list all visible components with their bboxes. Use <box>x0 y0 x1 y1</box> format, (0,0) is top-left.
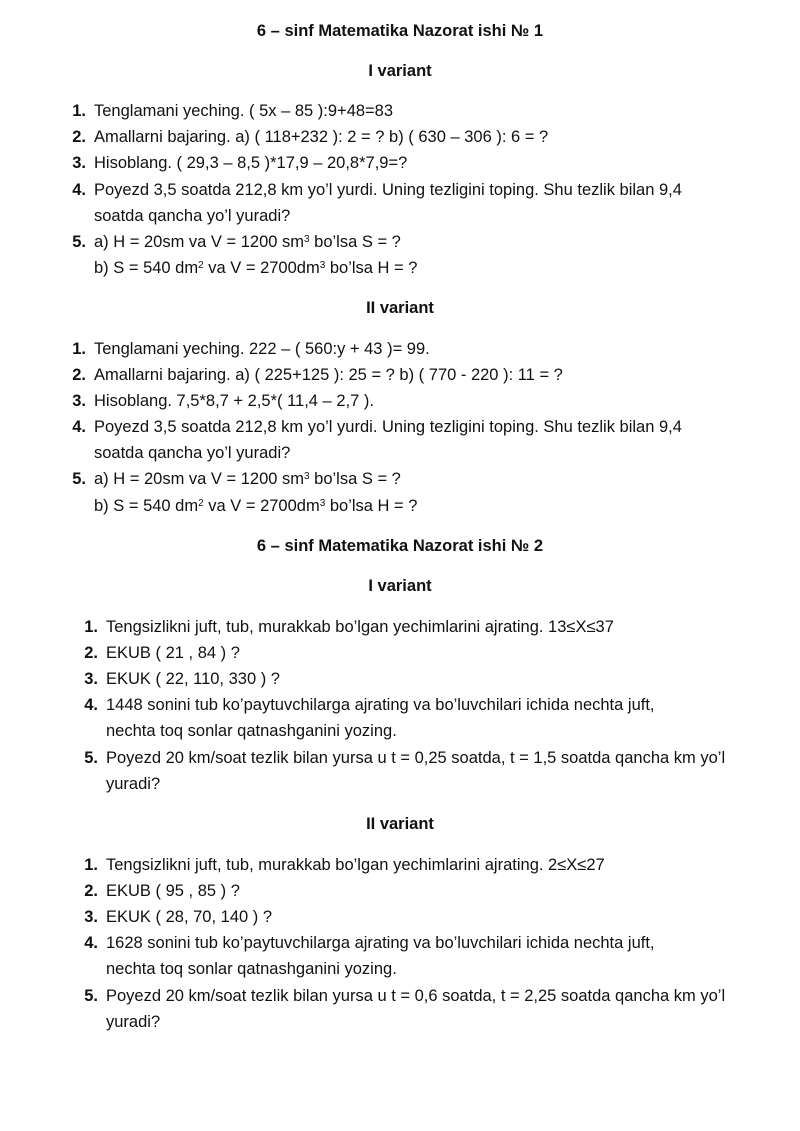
question-text: Tenglamani yeching. ( 5x – 85 ):9+48=83 <box>94 102 394 120</box>
item-number: 1. <box>72 340 86 358</box>
test1-variant1-title: I variant <box>368 62 432 80</box>
item-number: 2. <box>84 644 98 662</box>
item-number: 1. <box>84 618 98 636</box>
question-text: Tenglamani yeching. 222 – ( 560:y + 43 )= 99. <box>94 340 430 358</box>
text-part: va V = 2700dm <box>203 259 320 277</box>
item-number: 1. <box>72 102 86 120</box>
question-text: Hisoblang. ( 29,3 – 8,5 )*17,9 – 20,8*7,9=? <box>94 154 408 172</box>
question-text: Poyezd 3,5 soatda 212,8 km yo’l yurdi. Uning tezligini toping. Shu tezlik bilan 9,4 <box>94 418 682 436</box>
test2-title: 6 – sinf Matematika Nazorat ishi № 2 <box>256 537 544 555</box>
question-text: Tengsizlikni juft, tub, murakkab bo’lgan yechimlarini ajrating. 2≤X≤27 <box>106 856 605 874</box>
text-part: bo’lsa H = ? <box>325 497 418 515</box>
question-text: nechta toq sonlar qatnashganini yozing. <box>106 722 397 740</box>
text-part: va V = 2700dm <box>203 497 320 515</box>
question-text: Amallarni bajaring. a) ( 118+232 ): 2 = ? b) ( 630 – 306 ): 6 = ? <box>94 128 549 146</box>
question-text: Poyezd 20 km/soat tezlik bilan yursa u t = 0,25 soatda, t = 1,5 soatda qancha km yo’l <box>106 749 726 767</box>
item-number: 3. <box>72 392 86 410</box>
superscript: 2 <box>198 498 204 509</box>
text-part: bo’lsa H = ? <box>325 259 418 277</box>
item-number: 5. <box>84 987 98 1005</box>
question-text: Hisoblang. 7,5*8,7 + 2,5*( 11,4 – 2,7 ). <box>94 392 374 410</box>
question-text: EKUK ( 28, 70, 140 ) ? <box>106 908 273 926</box>
question-text: EKUK ( 22, 110, 330 ) ? <box>106 670 280 688</box>
test2-variant2-title: II variant <box>366 815 434 833</box>
item-number: 4. <box>84 696 98 714</box>
superscript: 3 <box>304 471 310 482</box>
question-text: Tengsizlikni juft, tub, murakkab bo’lgan yechimlarini ajrating. 13≤X≤37 <box>106 618 614 636</box>
text-part: bo’lsa S = ? <box>309 233 401 251</box>
item-number: 5. <box>72 233 86 251</box>
item-number: 2. <box>72 128 86 146</box>
superscript: 3 <box>319 260 326 271</box>
superscript: 2 <box>198 260 204 271</box>
question-text <box>94 469 401 489</box>
superscript: 3 <box>319 498 326 509</box>
question-text: Poyezd 20 km/soat tezlik bilan yursa u t = 0,6 soatda, t = 2,25 soatda qancha km yo’l <box>106 987 726 1005</box>
item-number: 4. <box>72 181 86 199</box>
question-text: yuradi? <box>106 1013 161 1031</box>
text-part: bo’lsa S = ? <box>309 470 401 488</box>
text-part: b) S = 540 dm <box>94 259 199 277</box>
question-text: Amallarni bajaring. a) ( 225+125 ): 25 = ? b) ( 770 - 220 ): 11 = ? <box>94 366 563 384</box>
item-number: 2. <box>84 882 98 900</box>
question-text: EKUB ( 21 , 84 ) ? <box>106 644 240 662</box>
item-number: 5. <box>72 470 86 488</box>
text-part: b) S = 540 dm <box>94 497 199 515</box>
question-text: Poyezd 3,5 soatda 212,8 km yo’l yurdi. Uning tezligini toping. Shu tezlik bilan 9,4 <box>94 181 682 199</box>
superscript: 3 <box>304 234 310 245</box>
question-text: soatda qancha yo’l yuradi? <box>94 444 291 462</box>
question-text <box>94 232 401 252</box>
item-number: 3. <box>72 154 86 172</box>
test2-variant1-title: I variant <box>368 577 432 595</box>
item-number: 1. <box>84 856 98 874</box>
item-number: 4. <box>84 934 98 952</box>
item-number: 3. <box>84 908 98 926</box>
question-text: soatda qancha yo’l yuradi? <box>94 207 291 225</box>
question-text: nechta toq sonlar qatnashganini yozing. <box>106 960 397 978</box>
item-number: 3. <box>84 670 98 688</box>
test1-variant2-title: II variant <box>366 299 434 317</box>
item-number: 4. <box>72 418 86 436</box>
text-part: a) H = 20sm va V = 1200 sm <box>94 233 305 251</box>
question-text <box>94 258 417 278</box>
question-text <box>94 496 417 516</box>
test1-title: 6 – sinf Matematika Nazorat ishi № 1 <box>256 22 544 40</box>
item-number: 5. <box>84 749 98 767</box>
item-number: 2. <box>72 366 86 384</box>
question-text: yuradi? <box>106 775 161 793</box>
question-text: 1628 sonini tub ko’paytuvchilarga ajrating va bo’luvchilari ichida nechta juft, <box>106 934 655 952</box>
text-part: a) H = 20sm va V = 1200 sm <box>94 470 305 488</box>
question-text: 1448 sonini tub ko’paytuvchilarga ajrating va bo’luvchilari ichida nechta juft, <box>106 696 655 714</box>
question-text: EKUB ( 95 , 85 ) ? <box>106 882 240 900</box>
